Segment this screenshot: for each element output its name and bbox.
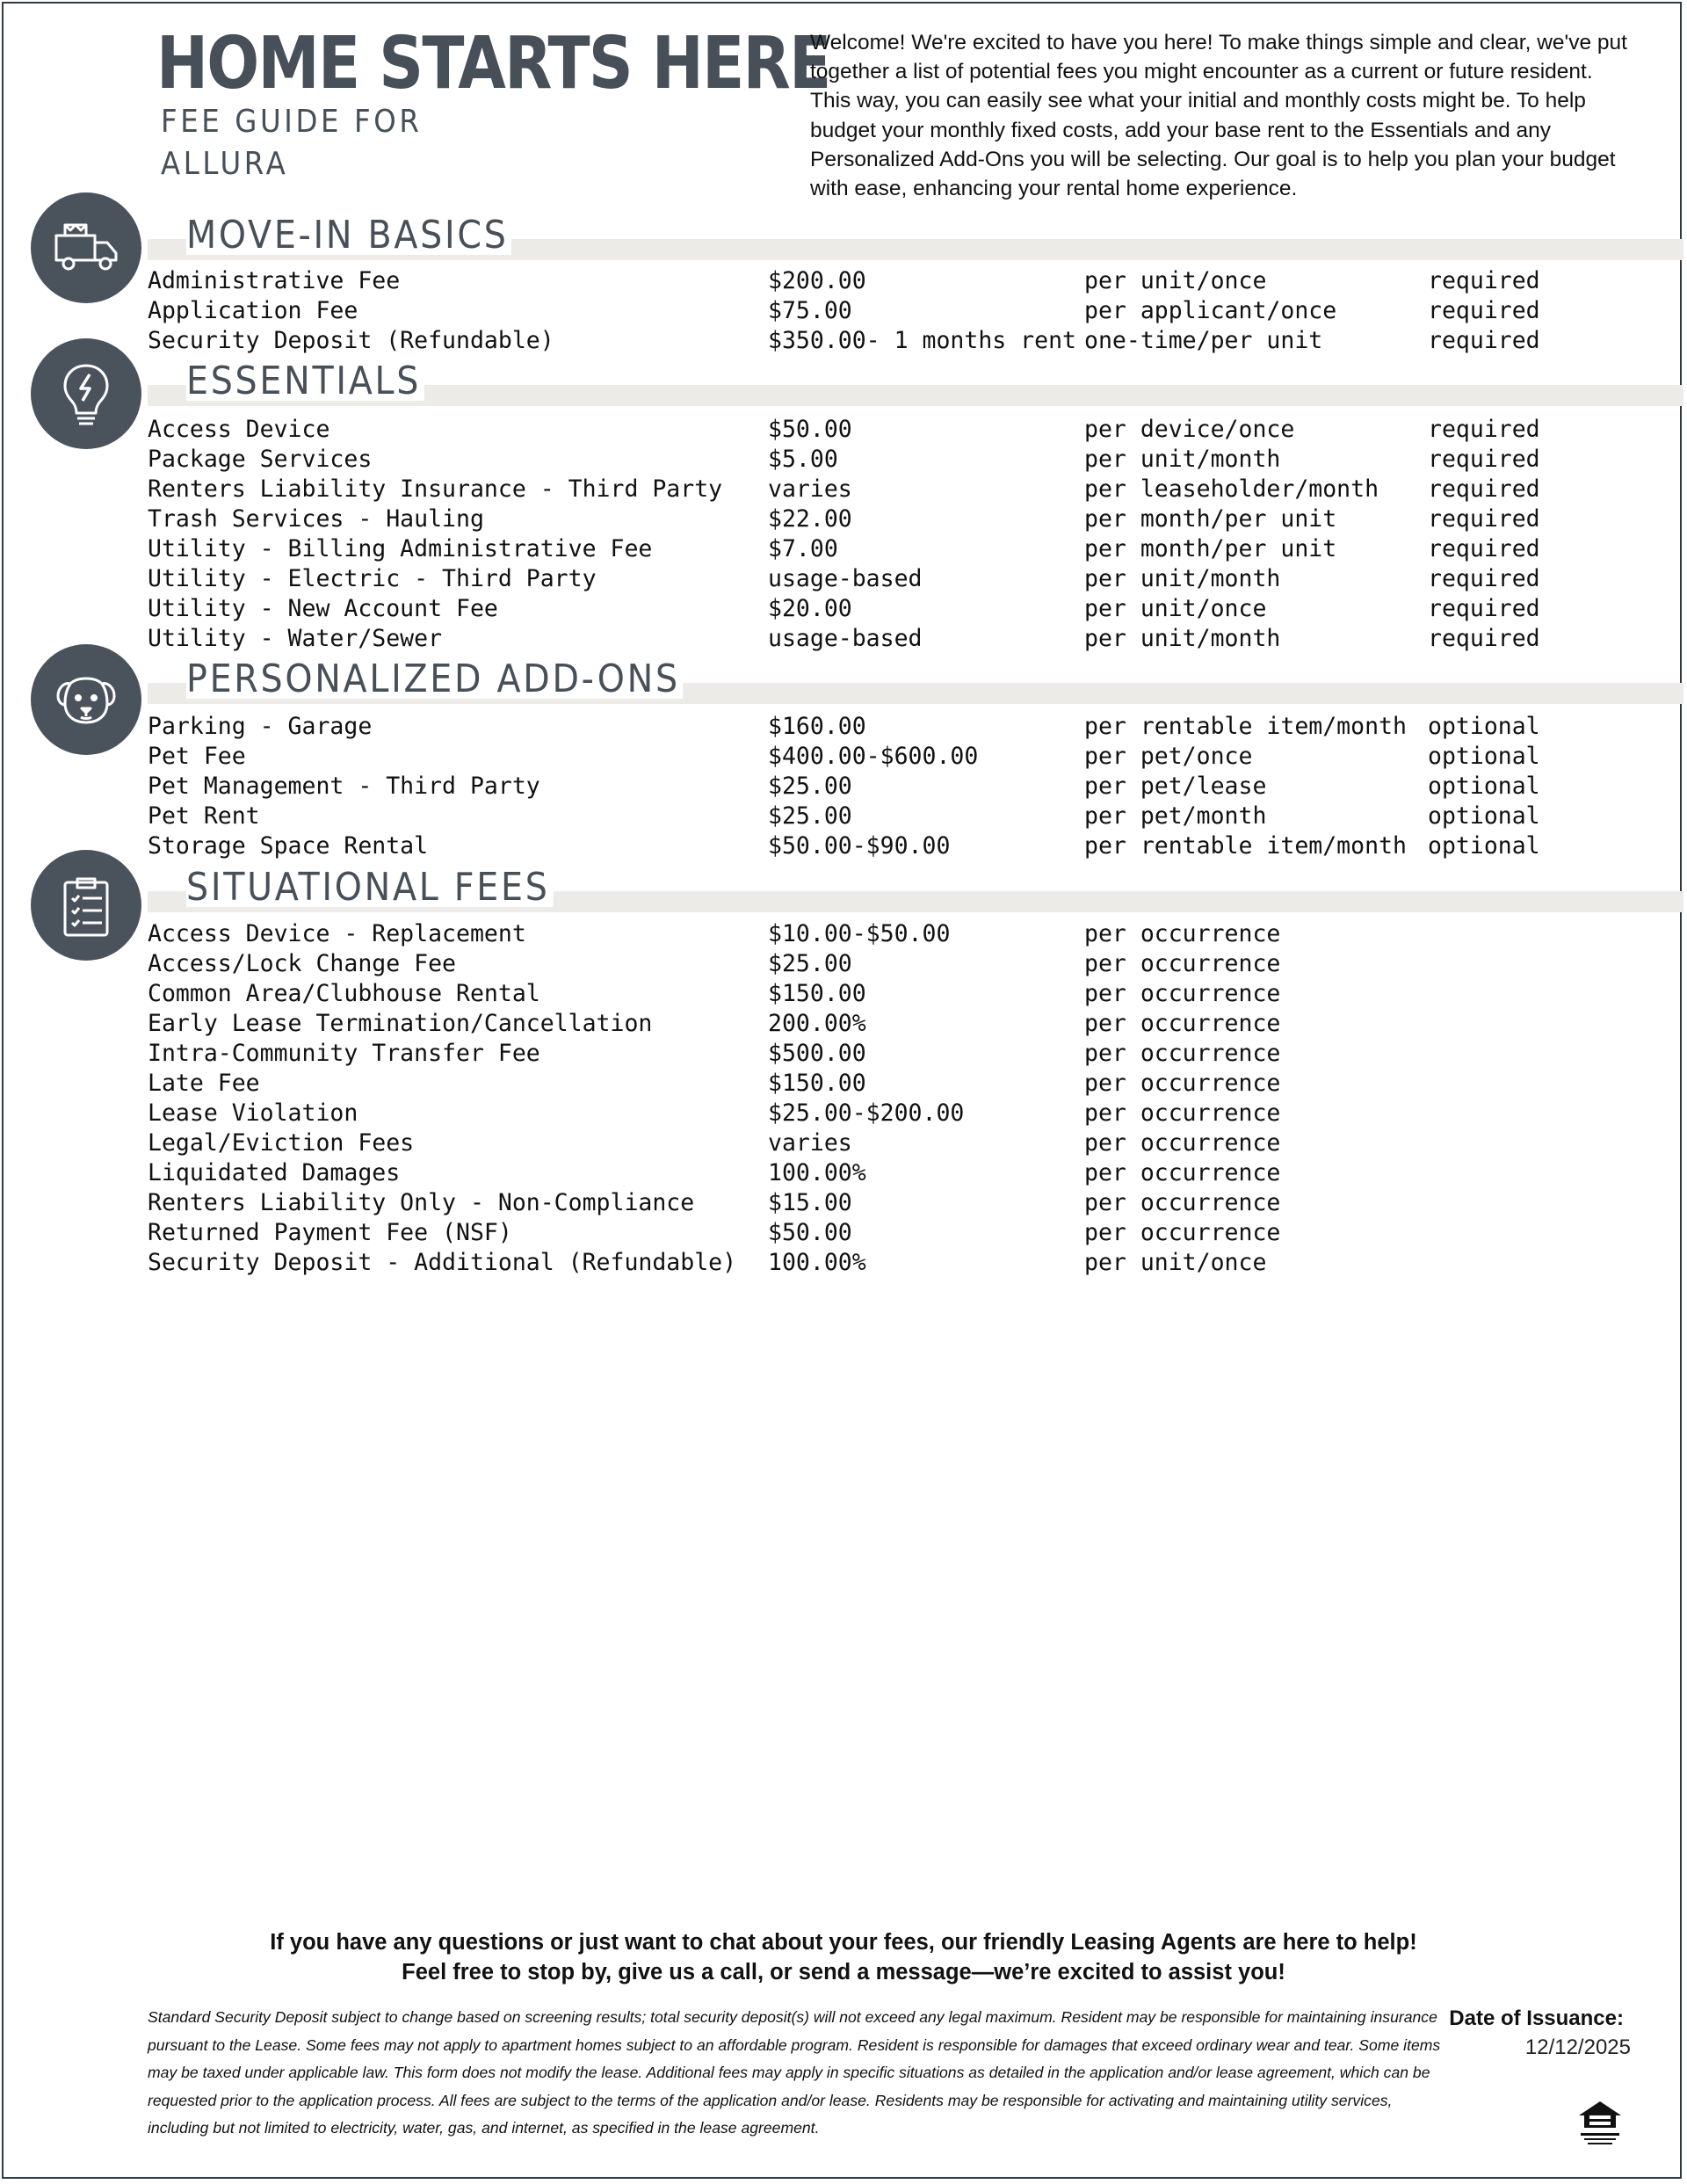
fee-amount: usage-based [768,625,923,652]
fee-requirement: required [1428,535,1540,562]
issuance-label: Date of Issuance: [1449,2006,1624,2030]
contact-message-line-1: If you have any questions or just want to chat about your fees, our friendly Leasing Agents are here to help! [270,1930,1417,1955]
fee-frequency: per rentable item/month [1084,832,1407,860]
fee-frequency: per month/per unit [1084,505,1337,533]
fee-requirement: optional [1428,743,1540,770]
fee-frequency: per occurrence [1084,920,1281,947]
fee-name: Late Fee [148,1070,260,1097]
fee-amount: $50.00 [768,416,852,443]
fee-name: Early Lease Termination/Cancellation [148,1010,653,1037]
clipboard-icon [31,850,141,961]
page-title: HOME STARTS HERE [156,22,830,105]
fee-amount: $25.00-$200.00 [768,1099,965,1127]
fee-frequency: per pet/once [1084,743,1253,770]
contact-message [0,1927,1687,1987]
fee-name: Application Fee [148,297,358,324]
fee-name: Storage Space Rental [148,832,429,860]
fee-amount: $20.00 [768,595,852,622]
intro-paragraph: Welcome! We're excited to have you here! To make things simple and clear, we've put together a list of potential fees you might encounter as a current or future resident. This way, you can easily see what your initial and monthly costs might be. To help budget your monthly fixed costs, add your base rent to the Essentials and any Personalized Add-Ons you will be selecting. Our goal is to help you plan your budget with ease, enhancing your rental home experience. [810,31,1627,201]
fee-amount: $400.00-$600.00 [768,743,979,770]
fee-name: Utility - Electric - Third Party [148,565,597,592]
fee-amount: $25.00 [768,802,852,830]
fee-amount: $500.00 [768,1040,866,1067]
fee-frequency: per occurrence [1084,1189,1281,1216]
fee-amount: $50.00 [768,1219,852,1246]
fee-amount: $25.00 [768,773,852,800]
fee-frequency: per month/per unit [1084,535,1337,562]
fee-amount: $350.00- 1 months rent [768,327,1076,354]
fee-requirement: required [1428,297,1540,324]
dog-icon [31,644,141,755]
fee-name: Utility - New Account Fee [148,595,498,622]
fee-requirement: optional [1428,832,1540,860]
fee-amount: $22.00 [768,505,852,533]
fee-frequency: per applicant/once [1084,297,1337,324]
fee-requirement: required [1428,565,1540,592]
fee-name: Security Deposit (Refundable) [148,327,554,354]
subtitle-line-1: FEE GUIDE FOR [161,104,423,140]
fee-amount: $5.00 [768,446,838,473]
fee-requirement: required [1428,595,1540,622]
fee-frequency: per pet/month [1084,802,1267,830]
fee-name: Utility - Billing Administrative Fee [148,535,653,562]
fee-name: Common Area/Clubhouse Rental [148,980,540,1007]
fee-name: Utility - Water/Sewer [148,625,443,652]
fee-name: Access Device - Replacement [148,920,526,947]
fee-amount: 100.00% [768,1159,866,1186]
fee-frequency: per unit/month [1084,446,1281,473]
fee-amount: $15.00 [768,1189,852,1216]
fee-name: Liquidated Damages [148,1159,401,1186]
fee-amount: $150.00 [768,1070,866,1097]
fee-amount: varies [768,475,852,503]
fee-frequency: per unit/month [1084,625,1281,652]
fee-requirement: optional [1428,773,1540,800]
fee-frequency: per unit/once [1084,267,1267,294]
moving-truck-icon [31,192,141,303]
fee-frequency: per occurrence [1084,950,1281,977]
fee-name: Administrative Fee [148,267,401,294]
fee-frequency: per leaseholder/month [1084,475,1379,503]
section-title: ESSENTIALS [186,362,424,401]
fee-requirement: required [1428,327,1540,354]
legal-disclaimer: Standard Security Deposit subject to change based on screening results; total security deposit(s) will not exceed any legal maximum. Resident may be responsible for maintaining insurance pursuant to the Lease. Some fees may not apply to apartment homes subject to an affordable program. Resident is responsible for damages that exceed ordinary wear and tear. Some items may be taxed under applicable law. This form does not modify the lease. Additional fees may apply in specific situations as detailed in the application and/or lease agreement, which can be requested prior to the application process. All fees are subject to the terms of the application and/or lease. Residents may be responsible for activating and maintaining utility services, including but not limited to electricity, water, gas, and internet, as specified in the lease agreement. [148,2008,1441,2137]
fee-amount: $150.00 [768,980,866,1007]
fee-requirement: required [1428,416,1540,443]
fee-requirement: required [1428,446,1540,473]
section-title: SITUATIONAL FEES [186,868,553,907]
fee-amount: $10.00-$50.00 [768,920,951,947]
fee-frequency: per occurrence [1084,1219,1281,1246]
fee-name: Pet Fee [148,743,246,770]
fee-frequency: per occurrence [1084,980,1281,1007]
fee-name: Legal/Eviction Fees [148,1129,415,1157]
fee-requirement: required [1428,625,1540,652]
equal-housing-opportunity-icon [1575,2098,1625,2147]
fee-requirement: required [1428,475,1540,503]
fee-amount: $7.00 [768,535,838,562]
fee-frequency: per pet/lease [1084,773,1267,800]
fee-name: Lease Violation [148,1099,358,1127]
fee-name: Security Deposit - Additional (Refundable) [148,1249,737,1276]
fee-name: Access Device [148,416,330,443]
fee-frequency: per occurrence [1084,1099,1281,1127]
fee-frequency: per unit/once [1084,1249,1267,1276]
fee-name: Pet Management - Third Party [148,773,540,800]
fee-name: Parking - Garage [148,713,373,740]
fee-name: Renters Liability Insurance - Third Party [148,475,723,503]
fee-requirement: optional [1428,802,1540,830]
fee-frequency: per occurrence [1084,1070,1281,1097]
section-title: MOVE-IN BASICS [186,216,511,255]
fee-amount: 100.00% [768,1249,866,1276]
fee-amount: $160.00 [768,713,866,740]
fee-frequency: per rentable item/month [1084,713,1407,740]
fee-frequency: per device/once [1084,416,1295,443]
fee-requirement: optional [1428,713,1540,740]
fee-requirement: required [1428,505,1540,533]
fee-name: Trash Services - Hauling [148,505,484,533]
fee-frequency: per occurrence [1084,1129,1281,1157]
fee-frequency: per occurrence [1084,1159,1281,1186]
fee-amount: $50.00-$90.00 [768,832,951,860]
fee-name: Package Services [148,446,373,473]
fee-name: Renters Liability Only - Non-Compliance [148,1189,695,1216]
issuance-date: 12/12/2025 [1524,2035,1631,2059]
fee-frequency: per unit/month [1084,565,1281,592]
fee-frequency: per unit/once [1084,595,1267,622]
fee-amount: $200.00 [768,267,866,294]
page-subtitle [161,101,422,185]
fee-frequency: one-time/per unit [1084,327,1323,354]
fee-frequency: per occurrence [1084,1010,1281,1037]
fee-name: Returned Payment Fee (NSF) [148,1219,512,1246]
fee-frequency: per occurrence [1084,1040,1281,1067]
section-title: PERSONALIZED ADD-ONS [186,660,683,699]
fee-amount: $25.00 [768,950,852,977]
contact-message-line-2: Feel free to stop by, give us a call, or send a message—we’re excited to assist you! [402,1960,1285,1984]
fee-amount: usage-based [768,565,923,592]
fee-requirement: required [1428,267,1540,294]
fee-name: Intra-Community Transfer Fee [148,1040,540,1067]
fee-name: Pet Rent [148,802,260,830]
property-name: ALLURA [161,146,289,182]
lightbulb-icon [31,338,141,449]
fee-amount: varies [768,1129,852,1157]
fee-amount: 200.00% [768,1010,866,1037]
fee-name: Access/Lock Change Fee [148,950,456,977]
fee-amount: $75.00 [768,297,852,324]
